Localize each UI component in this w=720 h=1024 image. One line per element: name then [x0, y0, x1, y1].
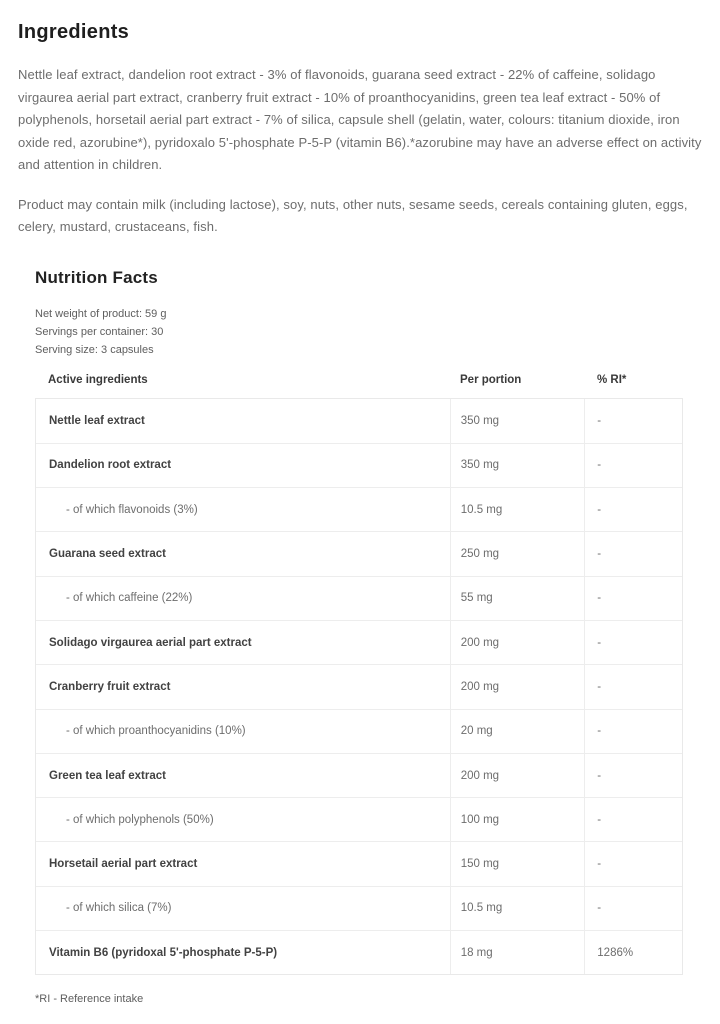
ri-cell: -	[584, 444, 682, 487]
ingredient-name-cell: Vitamin B6 (pyridoxal 5'-phosphate P-5-P)	[49, 946, 278, 959]
table-row	[36, 531, 682, 575]
ri-cell: -	[584, 798, 682, 841]
serving-meta	[35, 305, 683, 359]
table-row	[36, 930, 682, 974]
nutrition-facts-title: Nutrition Facts	[35, 267, 158, 287]
ri-cell: -	[584, 665, 682, 708]
ri-cell: -	[584, 710, 682, 753]
ri-cell: -	[584, 532, 682, 575]
ingredient-name-cell: Horsetail aerial part extract	[49, 858, 198, 871]
per-portion-cell: 20 mg	[450, 710, 585, 753]
nutrition-facts-section	[35, 268, 683, 1006]
allergen-paragraph: Product may contain milk (including lactose), soy, nuts, other nuts, sesame seeds, cereals containing gluten, eggs, celery, mustard, crustaceans, fish.	[18, 196, 688, 234]
per-portion-cell: 350 mg	[450, 444, 585, 487]
ri-cell: -	[584, 887, 682, 930]
ingredient-name-cell: - of which polyphenols (50%)	[66, 813, 214, 826]
table-row	[36, 753, 682, 797]
ri-cell: -	[584, 399, 682, 443]
table-row	[36, 487, 682, 531]
ri-cell: -	[584, 577, 682, 620]
table-header	[35, 374, 683, 386]
per-portion-cell: 350 mg	[450, 399, 585, 443]
per-portion-cell: 100 mg	[450, 798, 585, 841]
ingredient-name-cell: - of which flavonoids (3%)	[66, 503, 198, 516]
ingredient-name-cell: Dandelion root extract	[49, 459, 172, 472]
active-ingredients-table	[35, 398, 683, 976]
table-row	[36, 443, 682, 487]
per-portion-cell: 55 mg	[450, 577, 585, 620]
ingredient-name-cell: Guarana seed extract	[49, 548, 166, 561]
ri-cell: -	[584, 488, 682, 531]
ingredients-paragraph: Nettle leaf extract, dandelion root extract - 3% of flavonoids, guarana seed extract - 22% of caffeine, solidago virgaurea aerial part extract, cranberry fruit extract - 10% of proanthocyanidins, green tea leaf extract - 50% of polyphenols, horsetail aerial part extract - 7% of silica, capsule shell (gelatin, water, colours: titanium dioxide, iron oxide red, azorubine*), pyridoxalo 5'-phosphate P-5-P (vitamin B6).*azorubine may have an adverse effect on activity and attention in children.	[18, 67, 702, 172]
ingredient-name-cell: Solidago virgaurea aerial part extract	[49, 636, 252, 649]
ingredient-name-cell: Cranberry fruit extract	[49, 680, 171, 693]
net-weight-line: Net weight of product: 59 g	[35, 307, 167, 320]
table-row	[36, 399, 682, 443]
per-portion-cell: 200 mg	[450, 621, 585, 664]
per-portion-cell: 200 mg	[450, 665, 585, 708]
table-header-per-portion: Per portion	[460, 373, 522, 386]
page-title: Ingredients	[18, 21, 130, 43]
ri-cell: -	[584, 842, 682, 885]
per-portion-cell: 10.5 mg	[450, 887, 585, 930]
table-row	[36, 709, 682, 753]
ingredient-name-cell: Nettle leaf extract	[49, 414, 145, 427]
reference-intake-footnote: *RI - Reference intake	[35, 993, 144, 1006]
table-row	[36, 620, 682, 664]
per-portion-cell: 18 mg	[450, 931, 585, 974]
per-portion-cell: 10.5 mg	[450, 488, 585, 531]
table-row	[36, 886, 682, 930]
ingredient-name-cell: - of which proanthocyanidins (10%)	[66, 725, 246, 738]
ingredient-name-cell: Green tea leaf extract	[49, 769, 166, 782]
table-row	[36, 841, 682, 885]
ri-cell: 1286%	[584, 931, 682, 974]
table-row	[36, 797, 682, 841]
ri-cell: -	[584, 754, 682, 797]
per-portion-cell: 200 mg	[450, 754, 585, 797]
servings-per-container-line: Servings per container: 30	[35, 325, 164, 338]
table-header-active-ingredients: Active ingredients	[48, 373, 148, 386]
ingredient-name-cell: - of which silica (7%)	[66, 902, 172, 915]
per-portion-cell: 150 mg	[450, 842, 585, 885]
table-header-ri: % RI*	[597, 373, 627, 386]
serving-size-line: Serving size: 3 capsules	[35, 343, 154, 356]
table-row	[36, 576, 682, 620]
ingredient-name-cell: - of which caffeine (22%)	[66, 592, 193, 605]
table-row	[36, 664, 682, 708]
per-portion-cell: 250 mg	[450, 532, 585, 575]
ri-cell: -	[584, 621, 682, 664]
